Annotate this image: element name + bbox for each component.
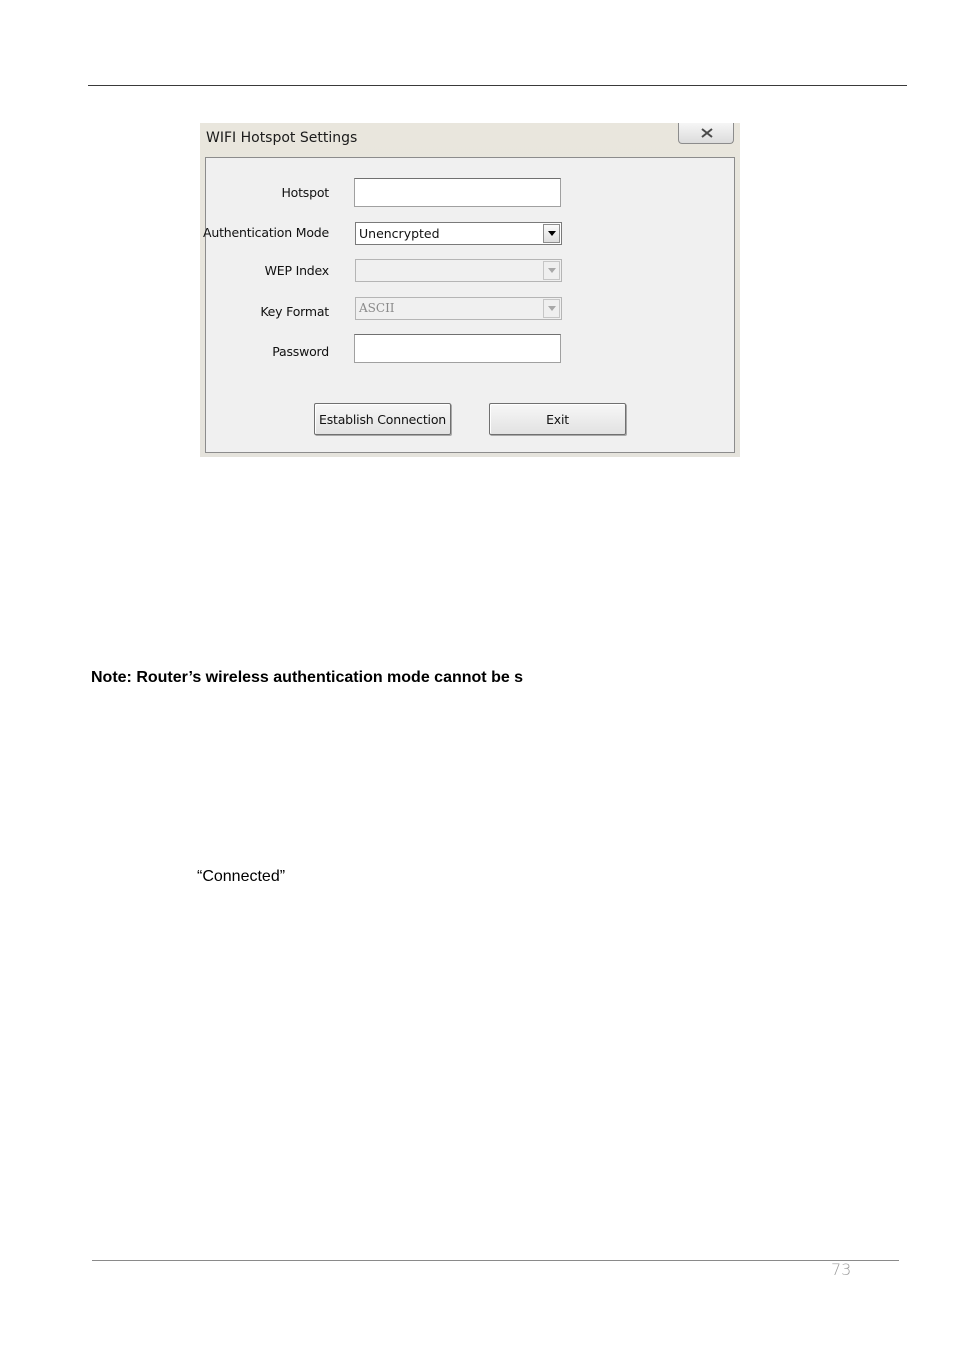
wep-index-dropdown-button [543,261,560,280]
chevron-down-icon [548,231,556,236]
dialog-title: WIFI Hotspot Settings [206,130,358,146]
authentication-mode-dropdown-button[interactable] [543,224,560,243]
key-format-value: ASCII [359,301,395,315]
chevron-down-icon [548,306,556,311]
note-text: Note: Router’s wireless authentication mode cannot be s [91,669,524,686]
authentication-mode-value: Unencrypted [359,226,440,241]
authentication-mode-label: Authentication Mode [203,225,329,240]
authentication-mode-select[interactable] [355,222,562,245]
dialog-client-area [205,157,735,453]
establish-connection-button[interactable]: Establish Connection [314,403,451,435]
hotspot-input[interactable] [354,178,561,207]
footer-rule [92,1260,899,1261]
close-icon [701,128,713,138]
wifi-hotspot-settings-dialog [200,123,740,457]
password-label: Password [272,344,329,359]
close-button[interactable] [678,123,734,144]
chevron-down-icon [548,268,556,273]
page-number: 73 [831,1260,852,1279]
key-format-label: Key Format [260,304,329,319]
wep-index-label: WEP Index [264,263,329,278]
wep-index-select [355,259,562,282]
hotspot-label: Hotspot [281,185,329,200]
header-rule [88,85,907,86]
connected-status-text: “Connected” [197,868,286,885]
exit-button[interactable]: Exit [489,403,626,435]
password-input[interactable] [354,334,561,363]
key-format-dropdown-button [543,299,560,318]
key-format-select [355,297,562,320]
